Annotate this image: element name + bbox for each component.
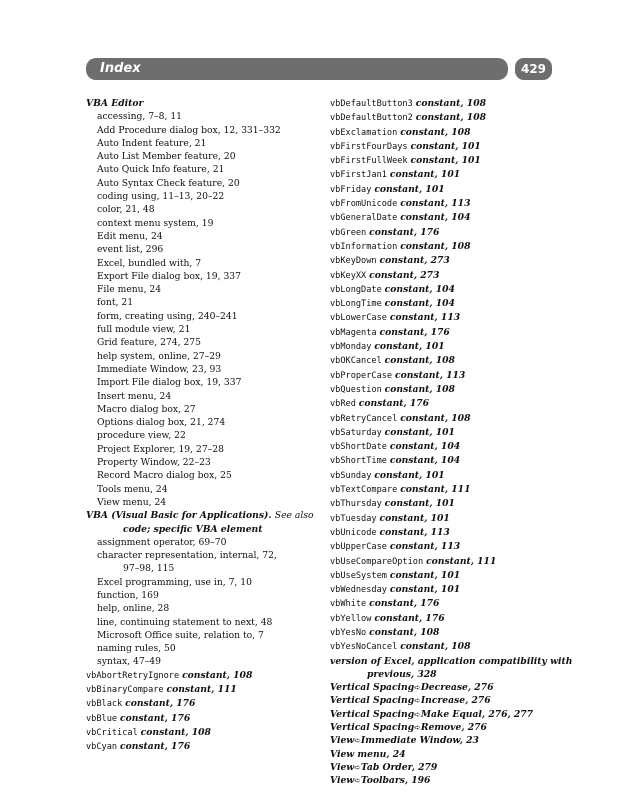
menu-path-entries <box>330 681 560 747</box>
constant-entry <box>330 612 560 626</box>
constant-code: vbBlue <box>86 713 118 724</box>
vba-heading-text: VBA (Visual Basic for Applications). <box>86 510 272 522</box>
constant-entry <box>330 97 560 111</box>
constant-label: constant, 113 <box>379 526 450 538</box>
constant-entry <box>330 483 560 497</box>
constant-entry <box>330 412 560 426</box>
constant-entry <box>86 697 311 711</box>
menu-arrow-icon: ➪ <box>354 736 361 746</box>
constant-entry <box>330 397 560 411</box>
constant-entry <box>330 354 560 368</box>
constant-entry <box>330 369 560 383</box>
constant-label: constant, 101 <box>374 469 445 481</box>
constant-label: constant, 101 <box>384 498 455 510</box>
index-subentry: Import File dialog box, 19, 337 <box>97 377 242 389</box>
index-subentry: help system, online, 27–29 <box>97 350 221 362</box>
vba-subentries-b <box>86 576 311 669</box>
constant-entry <box>330 383 560 397</box>
menu-path-entry <box>330 734 560 747</box>
constant-code: vbWhite <box>330 599 367 610</box>
index-subentry: form, creating using, 240–241 <box>97 310 238 322</box>
constant-code: vbGeneralDate <box>330 213 398 224</box>
constant-label: constant, 101 <box>379 512 450 524</box>
constant-code: vbTextCompare <box>330 485 398 496</box>
constant-entry <box>330 426 560 440</box>
index-subentry: procedure view, 22 <box>97 430 186 442</box>
menu-path-entry <box>330 694 560 707</box>
constant-code: vbRetryCancel <box>330 413 398 424</box>
menu-path-rest: Remove, 276 <box>420 722 487 734</box>
constant-label: constant, 101 <box>374 183 445 195</box>
constant-entry <box>330 440 560 454</box>
constant-entry <box>330 540 560 554</box>
index-subentry: full module view, 21 <box>97 324 191 336</box>
constant-code: vbSaturday <box>330 427 382 438</box>
index-subentry: Auto List Member feature, 20 <box>97 151 236 163</box>
constant-label: constant, 101 <box>374 341 445 353</box>
constant-label: constant, 108 <box>384 355 455 367</box>
constant-code: vbLongDate <box>330 284 382 295</box>
constant-entry <box>330 640 560 654</box>
constant-entry <box>330 626 560 640</box>
constant-code: vbShortTime <box>330 456 387 467</box>
constant-entry <box>330 326 560 340</box>
constant-label: constant, 176 <box>379 326 450 338</box>
constant-label: constant, 101 <box>389 569 461 581</box>
index-subentry: Macro dialog box, 27 <box>97 403 196 415</box>
index-subentry: View menu, 24 <box>97 496 167 508</box>
constant-entry <box>330 469 560 483</box>
constant-label: constant, 176 <box>125 698 196 710</box>
menu-path-entries-2 <box>330 761 560 788</box>
constant-code: vbKeyDown <box>330 256 377 267</box>
constant-label: constant, 104 <box>400 212 471 224</box>
index-subentry: Add Procedure dialog box, 12, 331–332 <box>97 124 281 136</box>
constant-code: vbDefaultButton2 <box>330 113 413 124</box>
view-menu-entry: View menu, 24 <box>330 748 406 760</box>
constant-code: vbDefaultButton3 <box>330 99 413 109</box>
constant-label: constant, 176 <box>119 712 191 724</box>
constant-label: constant, 108 <box>400 240 471 252</box>
constant-entry <box>330 569 560 583</box>
constant-code: vbYesNoCancel <box>330 642 398 653</box>
constant-label: constant, 176 <box>369 598 440 610</box>
constant-code: vbBlack <box>86 699 123 710</box>
constant-label: constant, 108 <box>400 641 471 653</box>
constant-code: vbAbortRetryIgnore <box>86 670 180 681</box>
constant-code: vbFirstJan1 <box>330 170 387 181</box>
menu-path-lead: Vertical Spacing <box>330 708 415 720</box>
constant-code: vbTuesday <box>330 513 377 524</box>
version-entry: version of Excel, application compatibility with <box>330 655 573 667</box>
constant-entry <box>330 311 560 325</box>
index-subentry: Insert menu, 24 <box>97 390 172 402</box>
index-subentry: Excel programming, use in, 7, 10 <box>97 576 252 588</box>
constant-code: vbRed <box>330 399 356 410</box>
menu-path-lead: View <box>330 775 355 787</box>
index-subentry: Options dialog box, 21, 274 <box>97 417 226 429</box>
index-subentry: event list, 296 <box>97 244 164 256</box>
vba-subentries-a <box>86 536 311 563</box>
constant-code: vbCritical <box>86 727 138 738</box>
vba-editor-subentries <box>86 110 311 509</box>
index-subentry: Edit menu, 24 <box>97 230 163 242</box>
constant-entry <box>330 526 560 540</box>
constant-code: vbWednesday <box>330 585 387 596</box>
vba-subentry-wrap: 97–98, 115 <box>123 563 175 575</box>
constant-entry <box>330 211 560 225</box>
constant-entry <box>86 669 311 683</box>
menu-arrow-icon: ➪ <box>354 762 361 772</box>
version-entry-continuation: previous, 328 <box>367 668 437 680</box>
index-column-left <box>86 97 314 755</box>
constant-code: vbThursday <box>330 499 382 510</box>
constant-label: constant, 113 <box>389 312 461 324</box>
constant-code: vbQuestion <box>330 384 382 395</box>
constant-label: constant, 113 <box>395 369 466 381</box>
see-also-label: See also <box>274 510 314 522</box>
constant-label: constant, 101 <box>384 426 455 438</box>
menu-path-lead: Vertical Spacing <box>330 695 415 707</box>
constant-label: constant, 108 <box>415 98 486 109</box>
constant-label: constant, 108 <box>182 669 253 681</box>
index-subentry: assignment operator, 69–70 <box>97 536 227 548</box>
constant-code: vbMagenta <box>330 327 377 338</box>
constant-code: vbOKCancel <box>330 356 382 367</box>
constant-entry <box>330 283 560 297</box>
index-subentry: font, 21 <box>97 297 134 309</box>
menu-path-entry <box>330 774 560 787</box>
index-subentry: Tools menu, 24 <box>97 483 168 495</box>
index-subentry: accessing, 7–8, 11 <box>97 111 183 123</box>
menu-arrow-icon: ➪ <box>414 683 421 693</box>
constant-entry <box>86 712 311 726</box>
index-subentry: Property Window, 22–23 <box>97 457 211 469</box>
constant-entry <box>330 512 560 526</box>
constant-code: vbGreen <box>330 227 367 238</box>
constant-label: constant, 108 <box>384 383 455 395</box>
constant-code: vbYesNo <box>330 627 367 638</box>
constant-entry <box>330 454 560 468</box>
menu-arrow-icon: ➪ <box>354 776 361 786</box>
constant-label: constant, 113 <box>389 541 461 553</box>
index-subentry: context menu system, 19 <box>97 217 214 229</box>
index-heading-vba <box>86 509 314 522</box>
constant-entry <box>330 226 560 240</box>
menu-path-lead: Vertical Spacing <box>330 722 415 734</box>
menu-path-rest: Immediate Window, 23 <box>360 735 479 747</box>
constant-entry <box>330 254 560 268</box>
menu-arrow-icon: ➪ <box>414 723 421 733</box>
constant-entry <box>330 140 560 154</box>
index-subentry: Excel, bundled with, 7 <box>97 257 202 269</box>
right-constant-entries <box>330 97 560 655</box>
constant-label: constant, 104 <box>389 441 461 453</box>
constant-code: vbUseSystem <box>330 570 387 581</box>
constant-code: vbYellow <box>330 613 372 624</box>
index-subentry: Export File dialog box, 19, 337 <box>97 270 241 282</box>
menu-arrow-icon: ➪ <box>414 696 421 706</box>
page-header-bar <box>86 58 508 80</box>
constant-label: constant, 108 <box>369 626 440 638</box>
page-number: 429 <box>515 58 552 80</box>
menu-arrow-icon: ➪ <box>414 709 421 719</box>
constant-entry <box>330 183 560 197</box>
constant-entry <box>330 197 560 211</box>
menu-path-lead: View <box>330 761 355 773</box>
constant-code: vbLongTime <box>330 299 382 310</box>
constant-label: constant, 104 <box>389 455 461 467</box>
constant-entry <box>86 726 311 740</box>
index-subentry: syntax, 47–49 <box>97 656 161 668</box>
constant-code: vbUnicode <box>330 527 377 538</box>
constant-code: vbCyan <box>86 742 118 753</box>
constant-label: constant, 101 <box>410 140 481 152</box>
vba-heading-continuation: code; specific VBA element <box>123 523 263 535</box>
index-subentry: Grid feature, 274, 275 <box>97 337 201 349</box>
index-subentry: coding using, 11–13, 20–22 <box>97 191 225 203</box>
index-subentry: color, 21, 48 <box>97 204 155 216</box>
index-subentry: help, online, 28 <box>97 603 170 615</box>
index-heading-vba-editor: VBA Editor <box>86 98 144 109</box>
constant-entry <box>330 126 560 140</box>
constant-code: vbBinaryCompare <box>86 685 164 696</box>
constant-code: vbLowerCase <box>330 313 387 324</box>
constant-label: constant, 176 <box>358 398 430 410</box>
menu-path-entry <box>330 721 560 734</box>
constant-code: vbMonday <box>330 342 372 353</box>
constant-label: constant, 176 <box>119 741 191 753</box>
menu-path-entry <box>330 708 560 721</box>
constant-label: constant, 176 <box>369 226 440 238</box>
constant-entry <box>330 597 560 611</box>
constant-label: constant, 104 <box>384 298 455 310</box>
index-subentry: Microsoft Office suite, relation to, 7 <box>97 629 264 641</box>
constant-entry <box>330 340 560 354</box>
constant-label: constant, 104 <box>384 283 455 295</box>
menu-path-lead: View <box>330 735 355 747</box>
constant-entry <box>86 683 311 697</box>
constant-label: constant, 111 <box>426 555 497 567</box>
constant-code: vbFirstFullWeek <box>330 156 408 167</box>
constant-code: vbFriday <box>330 184 372 195</box>
menu-path-rest: Make Equal, 276, 277 <box>420 708 534 720</box>
constant-entry <box>86 740 311 754</box>
constant-code: vbUpperCase <box>330 542 387 553</box>
constant-entry <box>330 269 560 283</box>
constant-entry <box>330 583 560 597</box>
constant-label: constant, 111 <box>166 684 237 696</box>
index-subentry: naming rules, 50 <box>97 643 176 655</box>
constant-code: vbProperCase <box>330 370 393 381</box>
menu-path-rest: Toolbars, 196 <box>360 775 431 787</box>
constant-code: vbFromUnicode <box>330 199 398 210</box>
index-subentry: line, continuing statement to next, 48 <box>97 616 273 628</box>
menu-path-rest: Decrease, 276 <box>420 682 494 694</box>
header-title: Index <box>100 61 141 76</box>
menu-path-rest: Tab Order, 279 <box>360 761 438 773</box>
constant-entry <box>330 111 560 125</box>
constant-label: constant, 108 <box>400 412 471 424</box>
constant-code: vbFirstFourDays <box>330 141 408 152</box>
index-subentry: character representation, internal, 72, <box>97 550 277 562</box>
constant-entry <box>330 154 560 168</box>
index-subentry: Auto Syntax Check feature, 20 <box>97 177 240 189</box>
index-subentry: Record Macro dialog box, 25 <box>97 470 232 482</box>
menu-path-rest: Increase, 276 <box>420 695 491 707</box>
constant-code: vbSunday <box>330 470 372 481</box>
constant-label: constant, 101 <box>389 584 461 596</box>
constant-code: vbKeyXX <box>330 270 367 281</box>
index-subentry: Project Explorer, 19, 27–28 <box>97 443 224 455</box>
index-subentry: function, 169 <box>97 589 159 601</box>
constant-label: constant, 108 <box>140 726 211 738</box>
index-column-right <box>330 97 573 788</box>
constant-entry <box>330 497 560 511</box>
index-subentry: File menu, 24 <box>97 284 162 296</box>
constant-code: vbShortDate <box>330 442 387 453</box>
left-constant-entries <box>86 669 311 755</box>
constant-code: vbUseCompareOption <box>330 556 424 567</box>
constant-code: vbExclamation <box>330 127 398 138</box>
constant-entry <box>330 240 560 254</box>
constant-code: vbInformation <box>330 241 398 252</box>
index-subentry: Auto Quick Info feature, 21 <box>97 164 225 176</box>
constant-label: constant, 101 <box>389 169 461 181</box>
constant-label: constant, 176 <box>374 612 445 624</box>
constant-label: constant, 273 <box>379 255 450 267</box>
menu-path-entry <box>330 761 560 774</box>
constant-entry <box>330 555 560 569</box>
constant-label: constant, 111 <box>400 484 471 496</box>
index-subentry: Immediate Window, 23, 93 <box>97 363 222 375</box>
constant-label: constant, 273 <box>369 269 440 281</box>
menu-path-lead: Vertical Spacing <box>330 682 415 694</box>
constant-entry <box>330 297 560 311</box>
constant-entry <box>330 168 560 182</box>
constant-label: constant, 101 <box>410 155 481 167</box>
index-subentry: Auto Indent feature, 21 <box>97 137 207 149</box>
constant-label: constant, 113 <box>400 198 471 210</box>
constant-label: constant, 108 <box>400 126 471 138</box>
menu-path-entry <box>330 681 560 694</box>
constant-label: constant, 108 <box>415 112 486 124</box>
